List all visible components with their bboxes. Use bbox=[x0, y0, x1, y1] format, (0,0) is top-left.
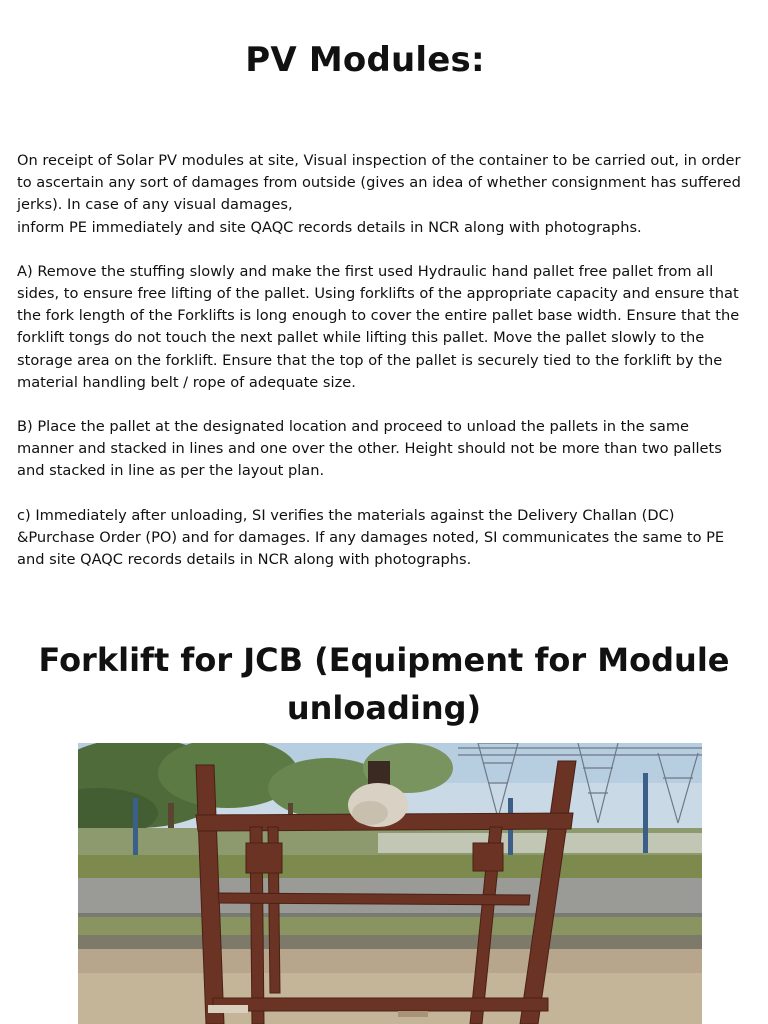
body-text bbox=[17, 150, 747, 571]
paragraph-gap bbox=[17, 483, 747, 505]
paragraph-gap bbox=[17, 239, 747, 261]
paragraph-step-a: A) Remove the stuffing slowly and make the first used Hydraulic hand pallet free pallet from all sides, to ensure free lifting of the pallet. Using forklifts of the appropriate capacity and ensure that the fork length of the Forklifts is long enough to cover the entire pallet base width. Ensure that the forklift tongs do not touch the next pallet while lifting this pallet. Move the pallet slowly to the storage area on the forklift. Ensure that the top of the pallet is securely tied to the forklift by the material handling belt / rope of adequate size. bbox=[17, 262, 740, 391]
paragraph-intro-continued: inform PE immediately and site QAQC records details in NCR along with photographs. bbox=[17, 218, 642, 236]
section-subtitle: Forklift for JCB (Equipment for Module unloading) bbox=[38, 641, 730, 727]
page-title: PV Modules: bbox=[245, 40, 485, 80]
paragraph-intro: On receipt of Solar PV modules at site, Visual inspection of the container to be carried out, in order to ascertain any sort of damages from outside (gives an idea of whether consignment has suffered jerks). In case of any visual damages, bbox=[17, 152, 741, 214]
paragraph-step-c: c) Immediately after unloading, SI verifies the materials against the Delivery Challan (DC) &Purchase Order (PO) and for damages. If any damages noted, SI communicates the same to PE and site QAQC records details in NCR along with photographs. bbox=[17, 506, 725, 569]
paragraph-gap bbox=[17, 394, 747, 416]
forklift-photo bbox=[78, 743, 702, 1024]
paragraph-step-b: B) Place the pallet at the designated location and proceed to unload the pallets in the same manner and stacked in lines and one over the other. Height should not be more than two pallets and stacked in line as per the layout plan. bbox=[17, 418, 722, 480]
